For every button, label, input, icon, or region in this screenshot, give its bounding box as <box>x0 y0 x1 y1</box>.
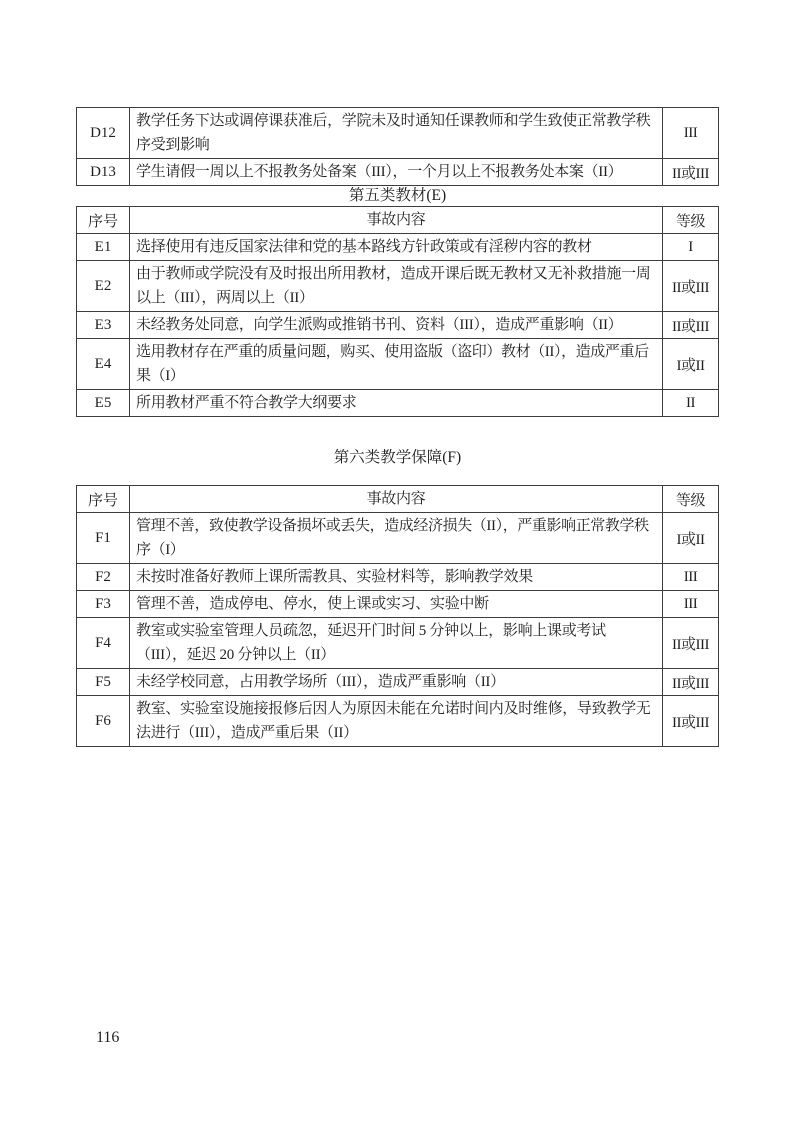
table-row <box>77 339 719 390</box>
incident-content-cell: 教室或实验室管理人员疏忽，延迟开门时间 5 分钟以上，影响上课或考试（III），延迟 20 分钟以上（II） <box>130 618 663 669</box>
incident-table-d-continuation <box>76 107 719 186</box>
row-id-cell: F2 <box>77 564 130 591</box>
incident-content-cell: 学生请假一周以上不报教务处备案（III），一个月以上不报教务处本案（II） <box>130 159 663 186</box>
row-id-cell: D12 <box>77 108 130 159</box>
row-id-cell: F3 <box>77 591 130 618</box>
row-id-cell: E4 <box>77 339 130 390</box>
grade-cell: II或III <box>663 669 719 696</box>
row-id-cell: F5 <box>77 669 130 696</box>
table-row <box>77 669 719 696</box>
grade-cell: II或III <box>663 618 719 669</box>
document-content <box>76 107 719 747</box>
table-row <box>77 234 719 261</box>
row-id-cell: F4 <box>77 618 130 669</box>
table-row <box>77 312 719 339</box>
incident-content-cell: 管理不善，致使教学设备损坏或丢失，造成经济损失（II），严重影响正常教学秩序（I） <box>130 513 663 564</box>
incident-content-cell: 所用教材严重不符合教学大纲要求 <box>130 390 663 417</box>
row-id-cell: E3 <box>77 312 130 339</box>
grade-cell: III <box>663 564 719 591</box>
section-title-materials: 第五类教材(E) <box>348 187 447 204</box>
incident-table-e <box>76 206 719 417</box>
table-row <box>77 696 719 747</box>
header-cell-grade: 等级 <box>663 207 719 234</box>
incident-content-cell: 选择使用有违反国家法律和党的基本路线方针政策或有淫秽内容的教材 <box>130 234 663 261</box>
incident-content-cell: 选用教材存在严重的质量问题，购买、使用盗版（盗印）教材（II），造成严重后果（I） <box>130 339 663 390</box>
row-id-cell: E1 <box>77 234 130 261</box>
incident-content-cell: 未按时准备好教师上课所需教具、实验材料等，影响教学效果 <box>130 564 663 591</box>
incident-content-cell: 管理不善，造成停电、停水，使上课或实习、实验中断 <box>130 591 663 618</box>
grade-cell: I或II <box>663 513 719 564</box>
row-id-cell: D13 <box>77 159 130 186</box>
table-row <box>77 513 719 564</box>
grade-cell: III <box>663 591 719 618</box>
grade-cell: II <box>663 390 719 417</box>
table-row <box>77 390 719 417</box>
incident-content-cell: 由于教师或学院没有及时报出所用教材，造成开课后既无教材又无补救措施一周以上（III），两周以上（II） <box>130 261 663 312</box>
table-header-row <box>77 486 719 513</box>
grade-cell: I或II <box>663 339 719 390</box>
row-id-cell: E5 <box>77 390 130 417</box>
header-cell-incident: 事故内容 <box>130 486 663 513</box>
table-row <box>77 564 719 591</box>
incident-content-cell: 未经教务处同意，向学生派购或推销书刊、资料（III），造成严重影响（II） <box>130 312 663 339</box>
table-row <box>77 618 719 669</box>
table-row <box>77 591 719 618</box>
header-cell-incident: 事故内容 <box>130 207 663 234</box>
grade-cell: II或III <box>663 696 719 747</box>
grade-cell: II或III <box>663 159 719 186</box>
table-header-row <box>77 207 719 234</box>
table-row <box>77 108 719 159</box>
incident-content-cell: 未经学校同意，占用教学场所（III），造成严重影响（II） <box>130 669 663 696</box>
row-id-cell: E2 <box>77 261 130 312</box>
grade-cell: II或III <box>663 312 719 339</box>
header-cell-seq: 序号 <box>77 207 130 234</box>
incident-content-cell: 教学任务下达或调停课获准后，学院未及时通知任课教师和学生致使正常教学秩序受到影响 <box>130 108 663 159</box>
header-cell-grade: 等级 <box>663 486 719 513</box>
page-number: 116 <box>96 1029 120 1046</box>
incident-table-f <box>76 485 719 747</box>
grade-cell: II或III <box>663 261 719 312</box>
table-row <box>77 159 719 186</box>
grade-cell: III <box>663 108 719 159</box>
header-cell-seq: 序号 <box>77 486 130 513</box>
table-row <box>77 261 719 312</box>
incident-content-cell: 教室、实验室设施接报修后因人为原因未能在允诺时间内及时维修，导致教学无法进行（III），造成严重后果（II） <box>130 696 663 747</box>
row-id-cell: F6 <box>77 696 130 747</box>
grade-cell: I <box>663 234 719 261</box>
section-title-teaching-support: 第六类教学保障(F) <box>333 449 462 466</box>
row-id-cell: F1 <box>77 513 130 564</box>
